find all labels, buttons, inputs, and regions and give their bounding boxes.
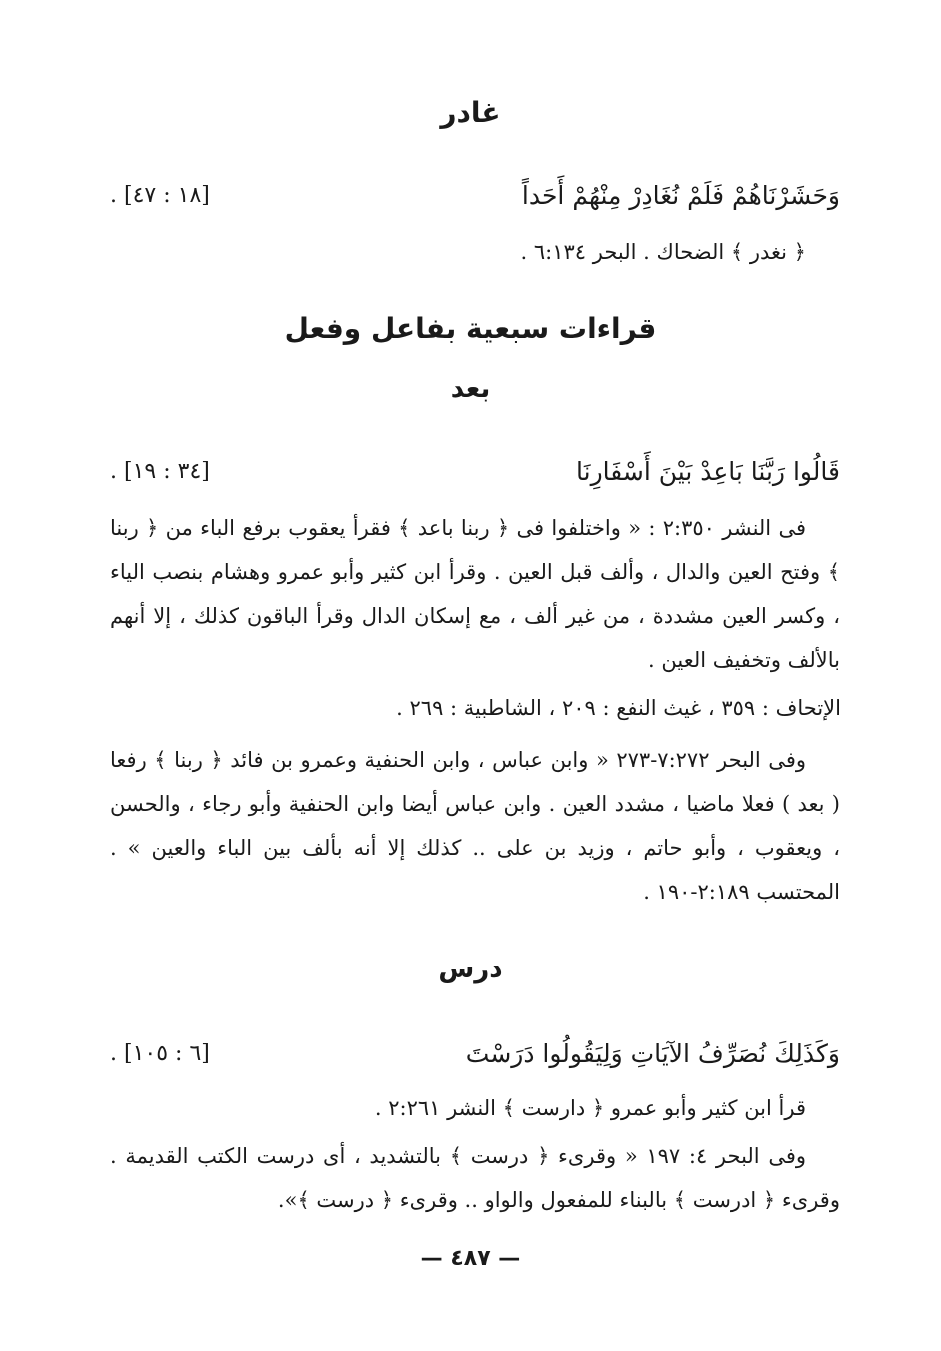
entry-heading-daras: درس [438, 954, 503, 984]
paragraph-nashr: فى النشر ٢:٣٥٠ : « واختلفوا فى ﴿ ربنا باعد ﴾ فقرأ يعقوب برفع الباء من ﴿ ربنا ﴾ وفتح العين والدال ، وألف قبل العين . وقرأ ابن كثير وأبو عمرو وهشام بنصب الياء ، وكسر العين مشددة ، من غير ألف ، مع إسكان الدال وقرأ الباقون كذلك ، إلا أنهم بالألف وتخفيف العين . [110, 516, 840, 672]
verse-text-daras: وَكَذَلِكَ نُصَرِّفُ الآيَاتِ وَلِيَقُولُوا دَرَسْتَ [465, 1039, 840, 1068]
verse-line-ghadara [110, 174, 840, 218]
section-heading: قراءات سبعية بفاعل وفعل [284, 312, 657, 345]
entry-heading-baad: بعد [450, 374, 491, 404]
verse-reference-baad: [٣٤ : ١٩] . [110, 459, 210, 484]
paragraph-daras-bahr: وفى البحر ٤: ١٩٧ « وقرىء ﴿ درست ﴾ بالتشديد ، أى درست الكتب القديمة . وقرىء ﴿ ادرست ﴾ بالبناء للمفعول والواو .. وقرىء ﴿ درست ﴾». [110, 1144, 840, 1212]
page-number: — ٤٨٧ — [420, 1246, 521, 1271]
note-ghadara: ﴿ نغدر ﴾ الضحاك . البحر ٦:١٣٤ . [520, 240, 806, 264]
paragraph-ithaf: الإتحاف : ٣٥٩ ، غيث النفع : ٢٠٩ ، الشاطبية : ٢٦٩ . [396, 696, 841, 720]
verse-text-ghadara: وَحَشَرْنَاهُمْ فَلَمْ نُغَادِرْ مِنْهُمْ أَحَداً [521, 181, 840, 210]
verse-line-baad [110, 450, 840, 494]
verse-line-daras [110, 1032, 840, 1076]
verse-reference-ghadara: [١٨ : ٤٧] . [110, 183, 210, 208]
entry-heading-ghadara: غادر [440, 96, 501, 129]
paragraph-bahr-baad: وفى البحر ٧:٢٧٢-٢٧٣ « وابن عباس ، وابن الحنفية وعمرو بن فائد ﴿ ربنا ﴾ رفعا ( بعد ) فعلا ماضيا ، مشدد العين . وابن عباس أيضا وابن الحنفية وأبو رجاء ، والحسن ، ويعقوب ، وأبو حاتم ، وزيد بن على .. كذلك إلا أنه بألف بين الباء والعين » . المحتسب ٢:١٨٩-١٩٠ . [110, 748, 840, 904]
paragraph-daras-nashr: قرأ ابن كثير وأبو عمرو ﴿ دارست ﴾ النشر ٢:٢٦١ . [374, 1096, 806, 1120]
verse-reference-daras: [٦ : ١٠٥] . [110, 1041, 210, 1066]
verse-text-baad: قَالُوا رَبَّنَا بَاعِدْ بَيْنَ أَسْفَارِنَا [576, 457, 840, 486]
